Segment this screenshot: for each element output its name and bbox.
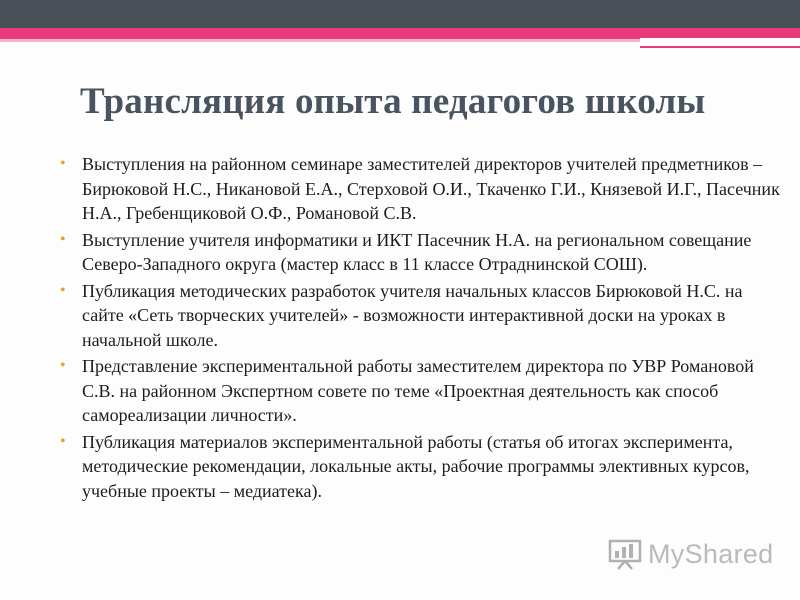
bullet-marker: • bbox=[60, 432, 66, 450]
bullet-item bbox=[60, 430, 780, 504]
bullet-marker: • bbox=[60, 155, 66, 172]
bullet-item bbox=[60, 152, 780, 226]
header-band-notch-line bbox=[640, 46, 800, 48]
watermark-logo[interactable] bbox=[608, 538, 773, 570]
header-band-dark bbox=[0, 0, 800, 28]
bullet-item bbox=[60, 228, 780, 277]
bullet-list bbox=[60, 152, 780, 505]
bullet-text: Выступления на районном семинаре заместителей директоров учителей предметников –Бирюковой Н.С., Никановой Е.А., Стерховой О.И., Ткаченко Г.И., Князевой И.Г., Пасечник Н.А., Гребенщиковой О.Ф., Романовой С.В. bbox=[82, 154, 780, 223]
bullet-item bbox=[60, 354, 780, 428]
slide-title: Трансляция опыта педагогов школы bbox=[80, 81, 706, 122]
bullet-item bbox=[60, 279, 780, 353]
bullet-text: Представление экспериментальной работы заместителем директора по УВР Романовой С.В. на районном Экспертном совете по теме «Проектная деятельность как способ самореализации личности». bbox=[82, 356, 754, 425]
bullet-marker: • bbox=[60, 230, 66, 248]
header-band-notch bbox=[640, 38, 800, 44]
presentation-board-icon bbox=[608, 538, 642, 570]
watermark-text: MyShared bbox=[648, 538, 774, 569]
bullet-marker: • bbox=[60, 357, 66, 374]
bullet-marker: • bbox=[60, 281, 66, 299]
bullet-text: Выступление учителя информатики и ИКТ Пасечник Н.А. на региональном совещание Северо-Западного округа (мастер класс в 11 классе Отраднинской СОШ). bbox=[82, 229, 752, 274]
bullet-text: Публикация методических разработок учителя начальных классов Бирюковой Н.С. на сайте «Сеть творческих учителей» - возможности интерактивной доски на уроках в начальной школе. bbox=[82, 280, 743, 350]
bullet-text: Публикация материалов экспериментальной работы (статья об итогах эксперимента, методические рекомендации, локальные акты, рабочие программы элективных курсов, учебные проекты – медиатека). bbox=[82, 431, 750, 501]
